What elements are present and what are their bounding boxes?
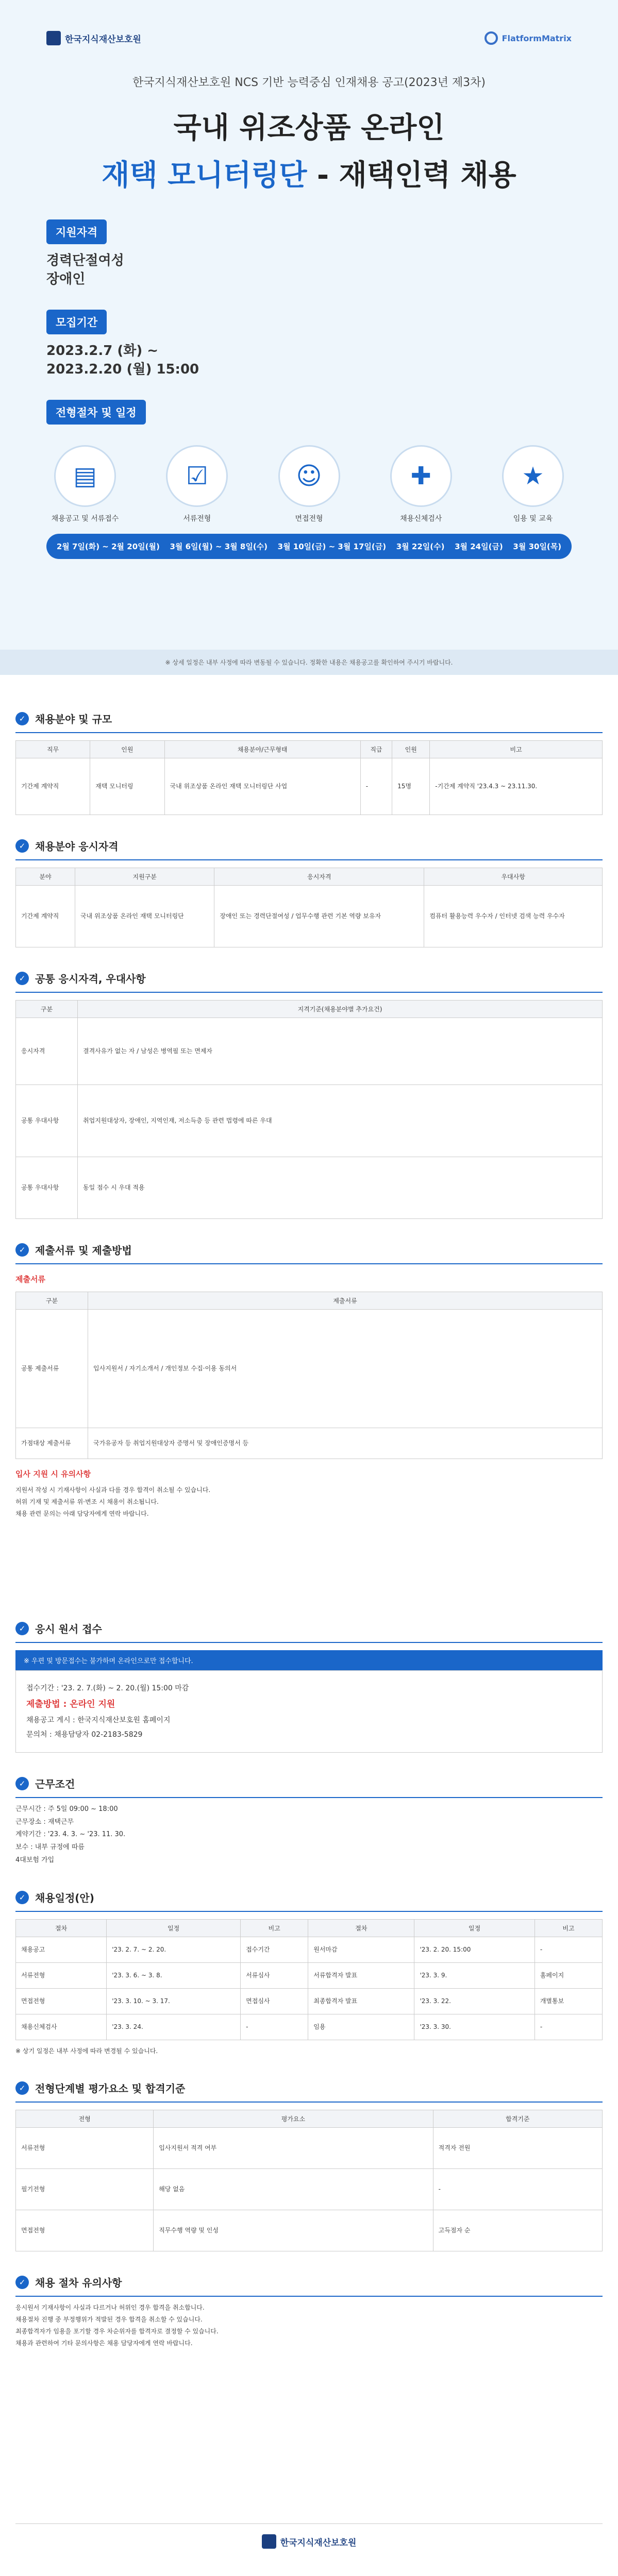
hero-title-highlight: 재택 모니터링단	[102, 159, 307, 192]
td: '23. 2. 7. ~ 2. 20.	[107, 1937, 241, 1963]
date-item: 3월 10일(금) ~ 3월 17일(금)	[277, 541, 387, 551]
td: -기간제 계약직 '23.4.3 ~ 23.11.30.	[430, 758, 603, 815]
partner-logo	[485, 31, 572, 45]
th: 채용분야/근무형태	[164, 741, 360, 758]
section-title: 응시 원서 접수	[35, 1623, 102, 1635]
td: 15명	[392, 758, 430, 815]
th: 일정	[107, 1920, 241, 1937]
th: 평가요소	[154, 2110, 433, 2128]
date-item: 3월 30일(목)	[513, 541, 562, 551]
notes-list	[15, 1484, 603, 1598]
td: 컴퓨터 활용능력 우수자 / 인터넷 검색 능력 우수자	[424, 886, 603, 947]
th: 직무	[16, 741, 90, 758]
step-interview	[271, 445, 348, 523]
td: 서류전형	[16, 2128, 154, 2169]
medical-icon: ✚	[390, 445, 452, 507]
section-title: 채용일정(안)	[35, 1892, 94, 1905]
note-item: 채용 관련 문의는 아래 담당자에게 연락 바랍니다.	[15, 1510, 149, 1517]
td: 적격자 전원	[433, 2128, 602, 2169]
badge-icon: ★	[502, 445, 564, 507]
schedule-block	[0, 400, 618, 425]
td: -	[433, 2169, 602, 2210]
td: 취업지원대상자, 장애인, 지역인재, 저소득층 등 관련 법령에 따른 우대	[78, 1085, 603, 1157]
td: -	[535, 2014, 602, 2040]
td: 입사지원서 적격 여부	[154, 2128, 433, 2169]
td: 접수기간	[241, 1937, 308, 1963]
td: 응시자격	[16, 1018, 78, 1085]
caution-item: 응시원서 기재사항이 사실과 다르거나 허위인 경우 합격을 취소합니다.	[15, 2304, 205, 2312]
section-title: 제출서류 및 제출방법	[35, 1244, 132, 1257]
schedule-timeline	[46, 445, 572, 523]
footer-logo-text: 한국지식재산보호원	[280, 2537, 357, 2548]
application-box	[15, 1670, 603, 1753]
th: 인원	[90, 741, 164, 758]
section-application	[15, 1598, 603, 1753]
section-cautions	[15, 2251, 603, 2498]
td: '23. 2. 20. 15:00	[414, 1937, 535, 1963]
qualification-badge: 지원자격	[46, 219, 107, 244]
td: 해당 없음	[154, 2169, 433, 2210]
td: 입사지원서 / 자기소개서 / 개인정보 수집·이용 동의서	[88, 1310, 603, 1428]
qual-line: 장애인	[46, 272, 86, 287]
td: 홈페이지	[535, 1963, 602, 1989]
sub-title: 제출서류	[15, 1275, 45, 1284]
step-label: 임용 및 교육	[513, 514, 553, 523]
td: 채용신체검사	[16, 2014, 107, 2040]
hero-title-rest: - 재택인력 채용	[307, 159, 516, 192]
caution-item: 최종합격자가 임용을 포기할 경우 차순위자를 합격자로 결정할 수 있습니다.	[15, 2327, 219, 2335]
section-title: 전형단계별 평가요소 및 합격기준	[35, 2082, 186, 2095]
criteria-table	[15, 2110, 603, 2251]
condition-item: 4대보험 가입	[15, 1856, 55, 1864]
step-label: 채용신체검사	[400, 514, 442, 523]
th: 절차	[16, 1920, 107, 1937]
td: 동일 점수 시 우대 적용	[78, 1157, 603, 1219]
step-label: 채용공고 및 서류접수	[51, 514, 119, 523]
td: 기간제 계약직	[16, 758, 90, 815]
th: 직급	[360, 741, 392, 758]
td: 결격사유가 없는 자 / 남성은 병역필 또는 면제자	[78, 1018, 603, 1085]
hero-subtitle: 한국지식재산보호원 NCS 기반 능력중심 인재채용 공고(2023년 제3차)	[132, 76, 486, 89]
th: 절차	[308, 1920, 414, 1937]
td: 면접전형	[16, 2210, 154, 2251]
th: 인원	[392, 741, 430, 758]
td: '23. 3. 6. ~ 3. 8.	[107, 1963, 241, 1989]
common-table	[15, 1000, 603, 1219]
section-title: 채용분야 응시자격	[35, 840, 119, 853]
td: -	[241, 2014, 308, 2040]
check-icon: ✓	[15, 2276, 29, 2289]
td: 국내 위조상품 온라인 재택 모니터링단	[75, 886, 214, 947]
td: 필기전형	[16, 2169, 154, 2210]
td: '23. 3. 9.	[414, 1963, 535, 1989]
step-hire	[494, 445, 572, 523]
section-common	[15, 947, 603, 1219]
td: 서류합격자 발표	[308, 1963, 414, 1989]
step-label: 면접전형	[295, 514, 323, 523]
td: 국가유공자 등 취업지원대상자 증명서 및 장애인증명서 등	[88, 1428, 603, 1459]
hero-title-1: 국내 위조상품 온라인	[173, 111, 445, 145]
section-title: 공통 응시자격, 우대사항	[35, 973, 146, 985]
date-item: 3월 6일(월) ~ 3월 8일(수)	[170, 541, 268, 551]
check-icon: ✓	[15, 839, 29, 853]
th: 응시자격	[214, 868, 424, 886]
th: 지격기준(채용분야별 추가요건)	[78, 1001, 603, 1018]
footer	[0, 2523, 618, 2571]
th: 비고	[535, 1920, 602, 1937]
condition-item: 계약기간 : '23. 4. 3. ~ '23. 11. 30.	[15, 1831, 126, 1839]
td: '23. 3. 22.	[414, 1989, 535, 2014]
clipboard-icon: ☑	[166, 445, 228, 507]
document-icon: ▤	[54, 445, 116, 507]
td: 직무수행 역량 및 인성	[154, 2210, 433, 2251]
hero-banner	[0, 0, 618, 675]
sub-title: 입사 지원 시 유의사항	[15, 1469, 91, 1479]
hero-note: ※ 상세 일정은 내부 사정에 따라 변동될 수 있습니다. 정확한 내용은 채용공고를 확인하여 주시기 바랍니다.	[0, 650, 618, 675]
notice-bar: ※ 우편 및 방문접수는 불가하며 온라인으로만 접수합니다.	[15, 1650, 603, 1670]
check-icon: ✓	[15, 1777, 29, 1790]
td: 공통 우대사항	[16, 1085, 78, 1157]
footer-logo-icon	[262, 2534, 276, 2549]
period-line: 2023.2.7 (화) ~	[46, 343, 159, 359]
qualification-block	[0, 219, 618, 289]
conditions-list	[15, 1803, 603, 1867]
td: 재택 모니터링	[90, 758, 164, 815]
td: 면접심사	[241, 1989, 308, 2014]
td: 채용공고	[16, 1937, 107, 1963]
td: 공통 제출서류	[16, 1310, 88, 1428]
th: 일정	[414, 1920, 535, 1937]
section-title: 채용분야 및 규모	[35, 713, 112, 725]
condition-item: 근무시간 : 주 5일 09:00 ~ 18:00	[15, 1805, 118, 1813]
period-block	[0, 310, 618, 379]
td: 개별통보	[535, 1989, 602, 2014]
step-checkup	[382, 445, 460, 523]
td: 최종합격자 발표	[308, 1989, 414, 2014]
date-item: 3월 24일(금)	[455, 541, 503, 551]
td: 기간제 계약직	[16, 886, 75, 947]
td: 국내 위조상품 온라인 재택 모니터링단 사업	[164, 758, 360, 815]
koipa-logo	[46, 31, 141, 45]
td: 장애인 또는 경력단절여성 / 업무수행 관련 기본 역량 보유자	[214, 886, 424, 947]
th: 제출서류	[88, 1292, 603, 1310]
step-label: 서류전형	[183, 514, 211, 523]
check-icon: ✓	[15, 1243, 29, 1257]
positions-table	[15, 740, 603, 815]
note-item: 허위 기재 및 제출서류 위·변조 시 채용이 취소됩니다.	[15, 1498, 159, 1505]
td: 공통 우대사항	[16, 1157, 78, 1219]
section-schedule	[15, 1867, 603, 2057]
td: 가점대상 제출서류	[16, 1428, 88, 1459]
schedule-note: ※ 상기 일정은 내부 사정에 따라 변경될 수 있습니다.	[15, 2047, 158, 2055]
th: 우대사항	[424, 868, 603, 886]
td: '23. 3. 30.	[414, 2014, 535, 2040]
th: 분야	[16, 868, 75, 886]
th: 비고	[430, 741, 603, 758]
partner-logo-icon	[485, 31, 498, 45]
section-criteria	[15, 2057, 603, 2251]
check-icon: ✓	[15, 712, 29, 725]
qual-line: 경력단절여성	[46, 253, 124, 268]
schedule-table	[15, 1919, 603, 2040]
application-method: 제출방법 : 온라인 지원	[26, 1699, 115, 1709]
check-icon: ✓	[15, 972, 29, 985]
schedule-dates	[46, 534, 572, 559]
application-line: 문의처 : 채용담당자 02-2183-5829	[26, 1731, 143, 1739]
section-conditions	[15, 1753, 603, 1867]
footer-divider	[15, 2523, 603, 2524]
cautions-list	[15, 2302, 603, 2498]
section-documents	[15, 1219, 603, 1598]
td: 서류전형	[16, 1963, 107, 1989]
th: 지원구분	[75, 868, 214, 886]
hero-title-2	[0, 152, 618, 194]
application-line: 채용공고 게시 : 한국지식재산보호원 홈페이지	[26, 1716, 171, 1724]
th: 구분	[16, 1001, 78, 1018]
td: 면접전형	[16, 1989, 107, 2014]
condition-item: 근무장소 : 재택근무	[15, 1818, 74, 1826]
td: 서류심사	[241, 1963, 308, 1989]
koipa-logo-text: 한국지식재산보호원	[65, 34, 141, 45]
date-item: 3월 22일(수)	[396, 541, 445, 551]
td: -	[360, 758, 392, 815]
section-title: 근무조건	[35, 1778, 75, 1790]
td: 고득점자 순	[433, 2210, 602, 2251]
th: 전형	[16, 2110, 154, 2128]
th: 비고	[241, 1920, 308, 1937]
check-icon: ✓	[15, 2081, 29, 2095]
section-positions	[15, 675, 603, 815]
note-item: 지원서 작성 시 기재사항이 사실과 다를 경우 합격이 취소될 수 있습니다.	[15, 1486, 211, 1494]
date-item: 2월 7일(화) ~ 2월 20일(월)	[56, 541, 160, 551]
th: 구분	[16, 1292, 88, 1310]
caution-item: 채용과 관련하여 기타 문의사항은 채용 담당자에게 연락 바랍니다.	[15, 2339, 193, 2347]
period-line: 2023.2.20 (월) 15:00	[46, 362, 199, 378]
step-docs	[158, 445, 236, 523]
step-apply	[46, 445, 124, 523]
th: 합격기준	[433, 2110, 602, 2128]
footer-logo	[262, 2534, 357, 2549]
check-icon: ✓	[15, 1891, 29, 1904]
td: '23. 3. 10. ~ 3. 17.	[107, 1989, 241, 2014]
eligibility-table	[15, 868, 603, 947]
section-eligibility	[15, 815, 603, 947]
schedule-badge: 전형절차 및 일정	[46, 400, 146, 425]
section-title: 채용 절차 유의사항	[35, 2277, 122, 2290]
people-icon: ☺	[278, 445, 340, 507]
period-badge: 모집기간	[46, 310, 107, 334]
td: '23. 3. 24.	[107, 2014, 241, 2040]
caution-item: 채용절차 진행 중 부정행위가 적발된 경우 합격을 취소할 수 있습니다.	[15, 2316, 203, 2324]
td: 임용	[308, 2014, 414, 2040]
condition-item: 보수 : 내부 규정에 따름	[15, 1843, 85, 1852]
koipa-logo-icon	[46, 31, 61, 45]
documents-table	[15, 1292, 603, 1459]
td: -	[535, 1937, 602, 1963]
application-line: 접수기간 : '23. 2. 7.(화) ~ 2. 20.(월) 15:00 마감	[26, 1684, 189, 1692]
check-icon: ✓	[15, 1622, 29, 1635]
partner-logo-text: FlatformMatrix	[502, 33, 572, 43]
td: 원서마감	[308, 1937, 414, 1963]
